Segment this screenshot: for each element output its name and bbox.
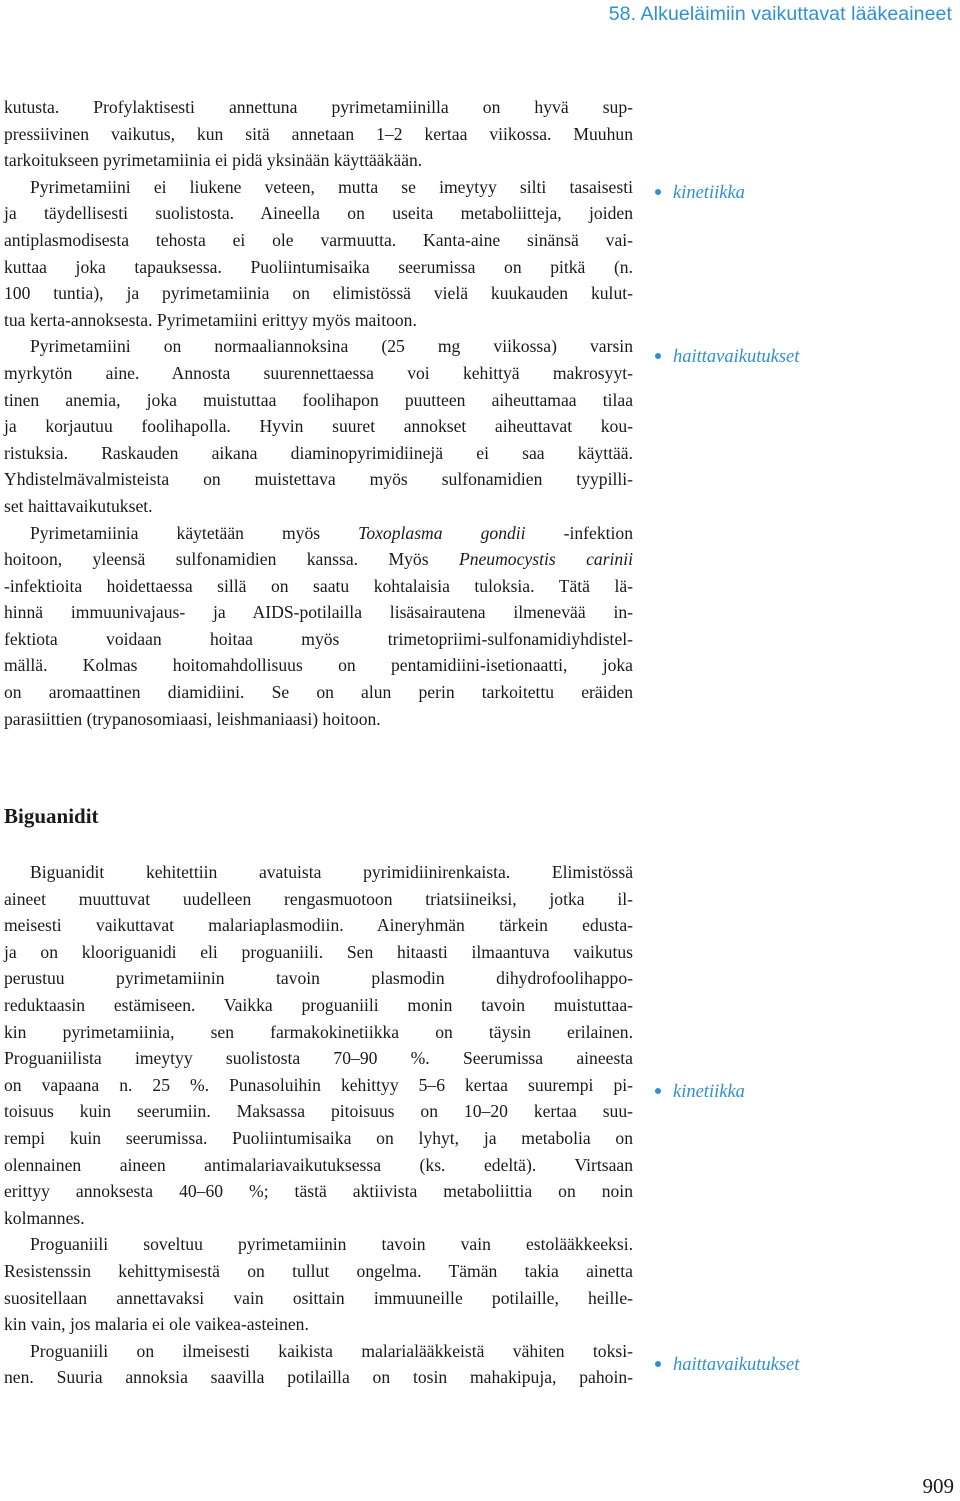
text-line: myrkytön aine. Annosta suurennettaessa voi kehittyä makrosyyt- <box>4 362 633 383</box>
margin-note <box>655 183 745 204</box>
bullet-icon <box>655 1088 661 1094</box>
text-line: kolmannes. <box>4 1207 85 1228</box>
page-number: 909 <box>922 1474 954 1498</box>
margin-note-label: haittavaikutukset <box>673 1355 800 1375</box>
margin-note-label: haittavaikutukset <box>673 347 800 367</box>
text-line: on aromaattinen diamidiini. Se on alun perin tarkoitettu eräiden <box>4 682 633 703</box>
text-line: ja on klooriguanidi eli proguaniili. Sen hitaasti ilmaantuva vaikutus <box>4 941 633 962</box>
text-line <box>4 520 633 547</box>
text-line: nen. Suuria annoksia saavilla potilailla on tosin mahakipuja, pahoin- <box>4 1367 633 1388</box>
text-line: on vapaana n. 25 %. Punasoluihin kehittyy 5–6 kertaa suurempi pi- <box>4 1074 633 1095</box>
text-line: Proguaniili soveltuu pyrimetamiinin tavoin vain estolääkkeeksi. <box>30 1234 633 1255</box>
margin-note-label: kinetiikka <box>673 183 745 203</box>
text-line: aineet muuttuvat uudelleen rengasmuotoon triatsiineiksi, jotka il- <box>4 888 633 909</box>
section2-text <box>4 859 633 1391</box>
text-line: tarkoitukseen pyrimetamiinia ei pidä yksinään käyttääkään. <box>4 150 423 171</box>
text-line: erittyy annoksesta 40–60 %; tästä aktiivista metaboliittia on noin <box>4 1181 633 1202</box>
running-header: 58. Alkueläimiin vaikuttavat lääkeaineet <box>608 3 952 25</box>
text-line: pressiivinen vaikutus, kun sitä annetaan 1–2 kertaa viikossa. Muuhun <box>4 123 633 144</box>
margin-note <box>655 1355 799 1376</box>
text-line: ja korjautuu foolihapolla. Hyvin suuret annokset aiheuttavat kou- <box>4 416 633 437</box>
text-line: rempi kuin seerumissa. Puoliintumisaika on lyhyt, ja metabolia on <box>4 1127 633 1148</box>
text-line: Pyrimetamiini on normaaliannoksina (25 mg viikossa) varsin <box>30 336 633 357</box>
text-line: ristuksia. Raskauden aikana diaminopyrimidiinejä ei saa käyttää. <box>4 442 633 463</box>
section1-text <box>4 94 633 732</box>
text-line: Biguanidit kehitettiin avatuista pyrimidiinirenkaista. Elimistössä <box>30 862 633 882</box>
section-heading: Biguanidit <box>4 804 99 828</box>
text-fragment: -infektion <box>525 522 634 543</box>
text-line: hinnä immuunivajaus- ja AIDS-potilailla lisäsairautena ilmenevää in- <box>4 602 633 623</box>
margin-note <box>655 347 799 368</box>
text-line: kuttaa joka tapauksessa. Puoliintumisaika seerumissa on pitkä (n. <box>4 256 633 277</box>
species-name: Toxoplasma gondii <box>358 522 526 543</box>
text-line: Proguaniili on ilmeisesti kaikista malarialääkkeistä vähiten toksi- <box>30 1340 633 1361</box>
text-line: toisuus kuin seerumiin. Maksassa pitoisuus on 10–20 kertaa suu- <box>4 1101 633 1122</box>
text-line: kin pyrimetamiinia, sen farmakokinetiikka on täysin erilainen. <box>4 1021 633 1042</box>
species-name: Pneumocystis carinii <box>458 549 634 570</box>
text-line: parasiittien (trypanosomiaasi, leishmaniaasi) hoitoon. <box>4 708 381 729</box>
text-line: Pyrimetamiini ei liukene veteen, mutta se imeytyy silti tasaisesti <box>30 176 633 197</box>
bullet-icon <box>655 353 661 359</box>
text-line: Yhdistelmävalmisteista on muistettava myös sulfonamidien tyypilli- <box>4 469 633 490</box>
text-line: tua kerta-annoksesta. Pyrimetamiini erittyy myös maitoon. <box>4 309 417 330</box>
text-line: ja täydellisesti suolistosta. Aineella on useita metaboliitteja, joiden <box>4 203 633 224</box>
text-line: Proguaniilista imeytyy suolistosta 70–90 %. Seerumissa aineesta <box>4 1048 633 1069</box>
bullet-icon <box>655 189 661 195</box>
margin-note-label: kinetiikka <box>673 1082 745 1102</box>
text-line: Resistenssin kehittymisestä on tullut ongelma. Tämän takia ainetta <box>4 1260 633 1281</box>
text-line: olennainen aineen antimalariavaikutuksessa (ks. edeltä). Virtsaan <box>4 1154 633 1175</box>
text-line: fektiota voidaan hoitaa myös trimetopriimi-sulfonamidiyhdistel- <box>4 628 633 649</box>
text-line: perustuu pyrimetamiinin tavoin plasmodin dihydrofoolihappo- <box>4 968 633 989</box>
text-fragment: Pyrimetamiinia käytetään myös <box>30 522 359 543</box>
text-line: 100 tuntia), ja pyrimetamiinia on elimistössä vielä kuukauden kulut- <box>4 283 633 304</box>
text-line: tinen anemia, joka muistuttaa foolihapon puutteen aiheuttamaa tilaa <box>4 389 633 410</box>
text-line: -infektioita hoidettaessa sillä on saatu kohtalaisia tuloksia. Tätä lä- <box>4 575 633 596</box>
text-line: meisesti vaikuttavat malariaplasmodiin. Aineryhmän tärkein edusta- <box>4 915 633 936</box>
text-line: mällä. Kolmas hoitomahdollisuus on pentamidiini-isetionaatti, joka <box>4 655 633 676</box>
bullet-icon <box>655 1361 661 1367</box>
text-line: reduktaasin estämiseen. Vaikka proguaniili monin tavoin muistuttaa- <box>4 994 633 1015</box>
text-line: suositellaan annettavaksi vain osittain immuuneille potilaille, heille- <box>4 1287 633 1308</box>
text-line: kutusta. Profylaktisesti annettuna pyrimetamiinilla on hyvä sup- <box>4 97 633 117</box>
text-line: set haittavaikutukset. <box>4 495 153 516</box>
text-line: kin vain, jos malaria ei ole vaikea-asteinen. <box>4 1314 309 1335</box>
margin-note <box>655 1082 745 1103</box>
text-line: antiplasmodisesta tehosta ei ole varmuutta. Kanta-aine sinänsä vai- <box>4 229 633 250</box>
text-fragment: hoitoon, yleensä sulfonamidien kanssa. Myös <box>4 549 459 570</box>
text-line <box>4 546 633 573</box>
